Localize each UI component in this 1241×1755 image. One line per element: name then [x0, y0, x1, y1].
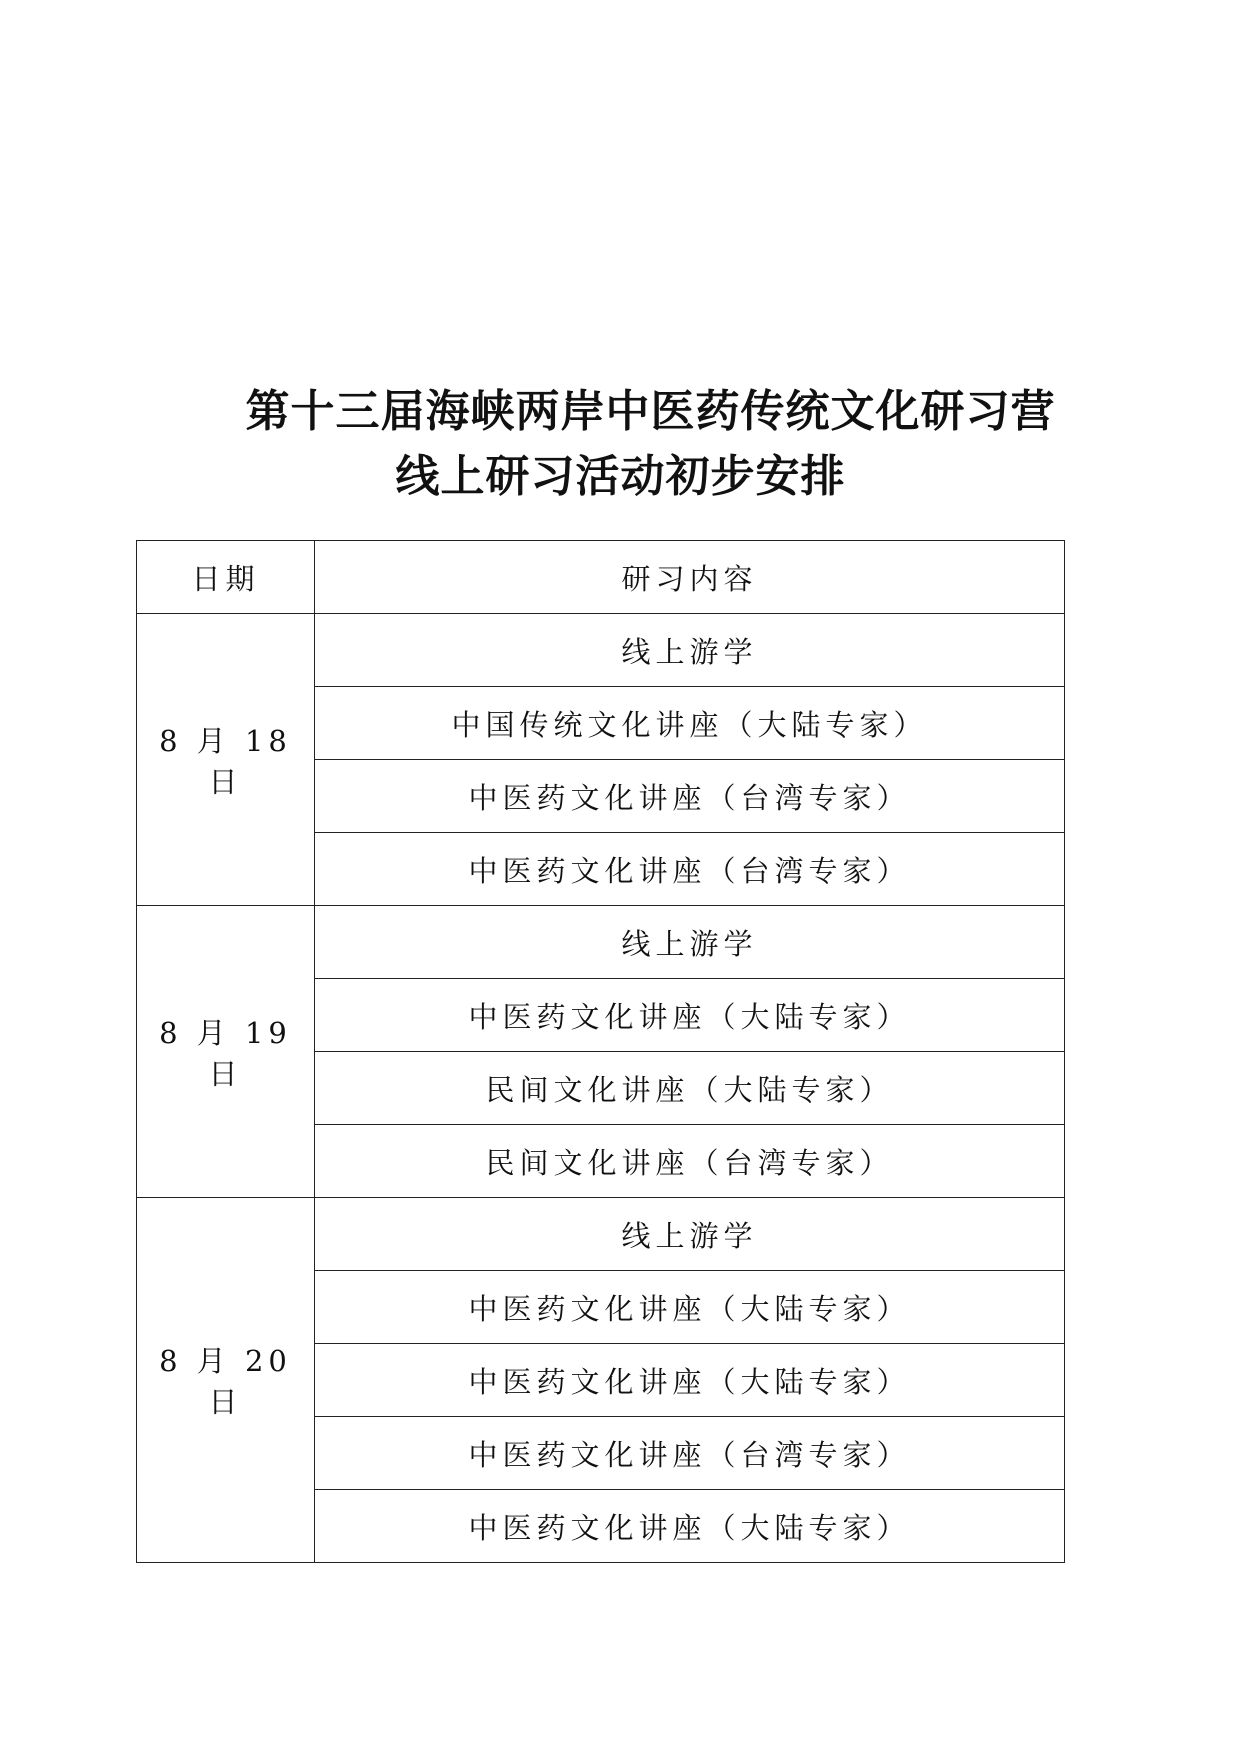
- header-content: 研习内容: [315, 541, 1065, 614]
- date-cell: 8 月 18 日: [137, 614, 315, 906]
- table-row: [137, 906, 1065, 979]
- table-row: [137, 1198, 1065, 1271]
- content-cell: 中医药文化讲座（大陆专家）: [315, 1490, 1065, 1563]
- content-cell: 中国传统文化讲座（大陆专家）: [315, 687, 1065, 760]
- date-cell: 8 月 20 日: [137, 1198, 315, 1563]
- content-cell: 民间文化讲座（台湾专家）: [315, 1125, 1065, 1198]
- date-cell: 8 月 19 日: [137, 906, 315, 1198]
- content-cell: 线上游学: [315, 1198, 1065, 1271]
- table-row: [137, 614, 1065, 687]
- schedule-table: [136, 540, 1065, 1563]
- content-cell: 中医药文化讲座（大陆专家）: [315, 979, 1065, 1052]
- content-cell: 线上游学: [315, 906, 1065, 979]
- content-cell: 中医药文化讲座（台湾专家）: [315, 833, 1065, 906]
- content-cell: 中医药文化讲座（台湾专家）: [315, 760, 1065, 833]
- table-header-row: [137, 541, 1065, 614]
- header-date: 日期: [137, 541, 315, 614]
- document-title-line-2: 线上研习活动初步安排: [395, 451, 846, 502]
- content-cell: 中医药文化讲座（台湾专家）: [315, 1417, 1065, 1490]
- content-cell: 中医药文化讲座（大陆专家）: [315, 1344, 1065, 1417]
- content-cell: 线上游学: [315, 614, 1065, 687]
- content-cell: 民间文化讲座（大陆专家）: [315, 1052, 1065, 1125]
- document-title-line-1: 第十三届海峡两岸中医药传统文化研习营: [245, 386, 1056, 437]
- content-cell: 中医药文化讲座（大陆专家）: [315, 1271, 1065, 1344]
